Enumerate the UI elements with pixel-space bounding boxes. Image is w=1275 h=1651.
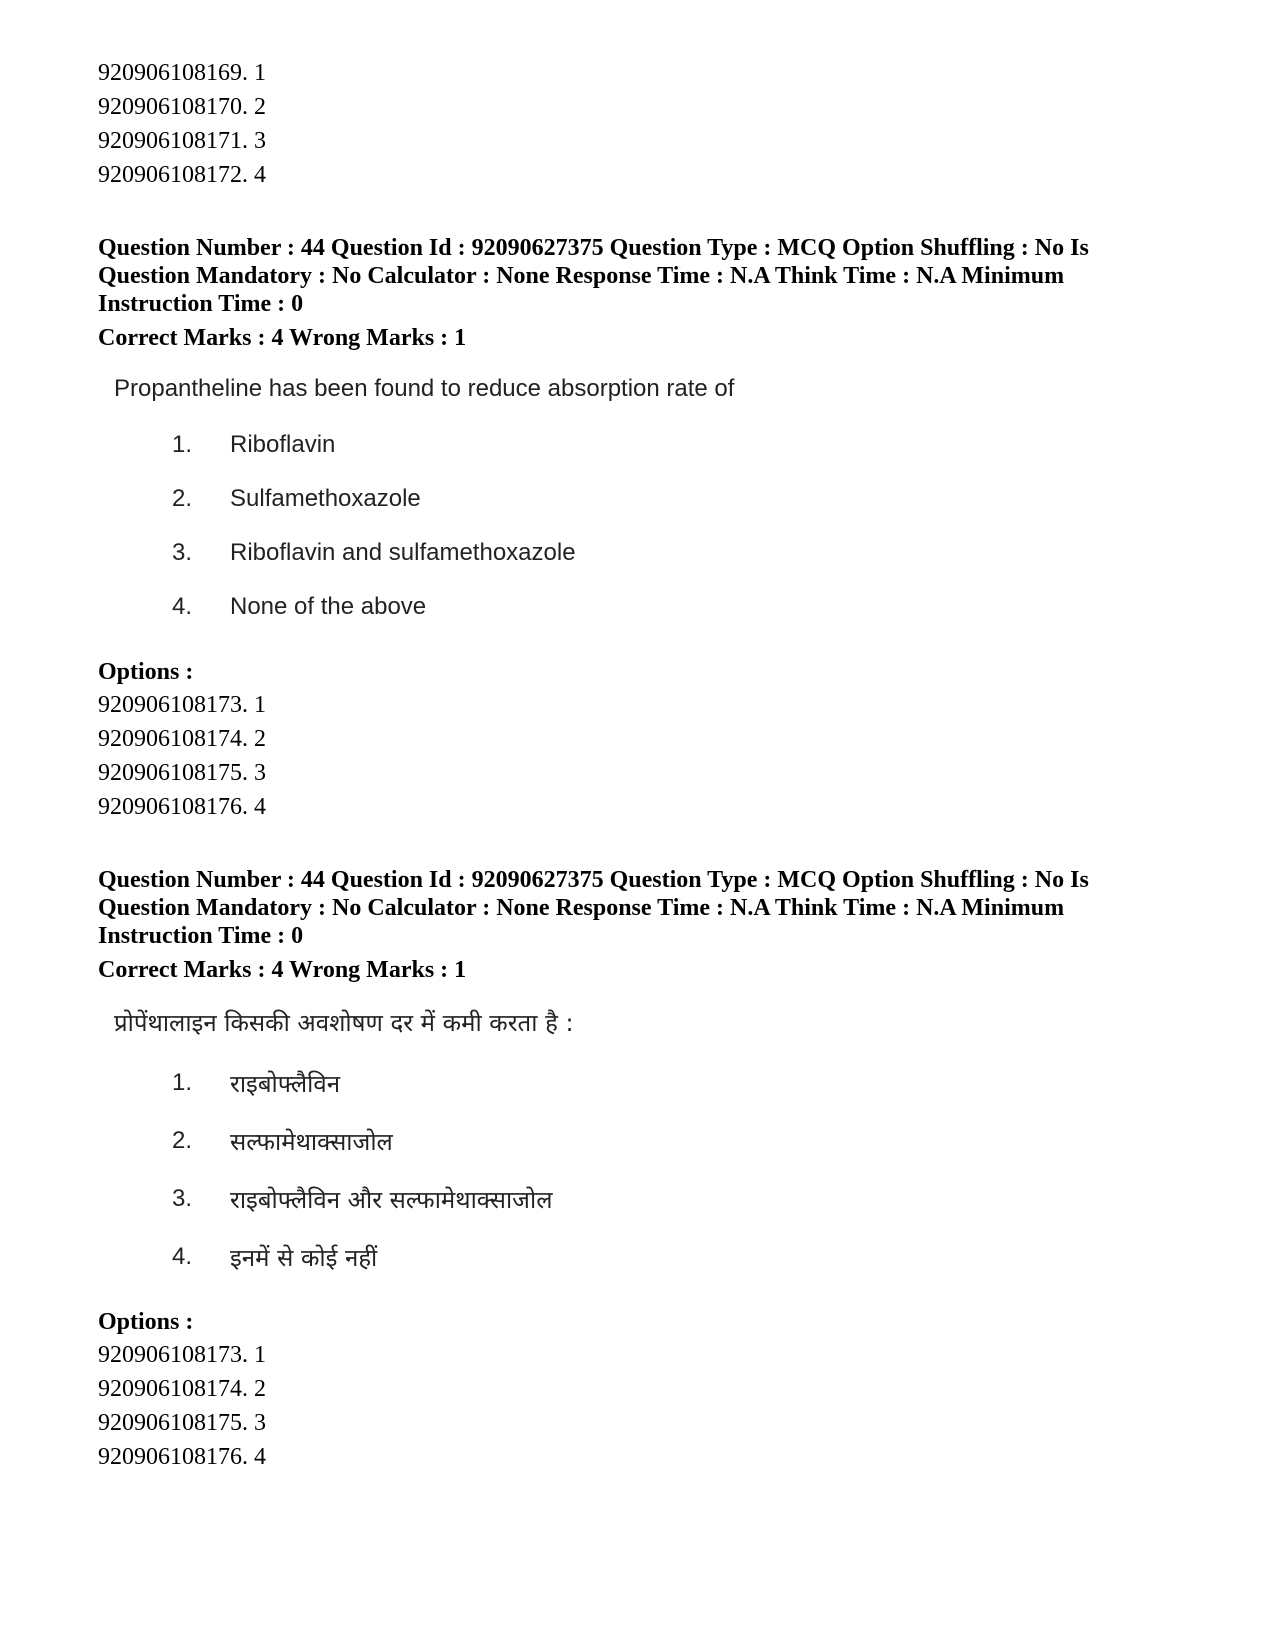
question-block-english <box>98 234 1178 824</box>
marks-line: Correct Marks : 4 Wrong Marks : 1 <box>98 325 467 351</box>
choice-number: 2. <box>172 1127 193 1154</box>
choice-number: 1. <box>172 431 193 458</box>
option-line: 920906108174. 2 <box>98 726 266 752</box>
option-line: 920906108174. 2 <box>98 1376 266 1402</box>
previous-options-list <box>98 56 1178 192</box>
choice-item <box>172 580 1178 634</box>
option-line: 920906108175. 3 <box>98 1410 266 1436</box>
option-line: 920906108176. 4 <box>98 1444 266 1470</box>
choice-item <box>172 1170 1178 1228</box>
choice-number: 4. <box>172 593 193 620</box>
choice-item <box>172 526 1178 580</box>
option-line: 920906108173. 1 <box>98 1342 266 1368</box>
choice-item <box>172 418 1178 472</box>
choice-list <box>172 418 1178 634</box>
choice-item <box>172 1228 1178 1286</box>
choice-item <box>172 472 1178 526</box>
choice-label: None of the above <box>230 593 427 620</box>
choice-number: 3. <box>172 539 193 566</box>
choice-label: Riboflavin <box>230 431 336 458</box>
choice-number: 2. <box>172 485 193 512</box>
choice-number: 3. <box>172 1185 193 1212</box>
options-heading: Options : <box>98 1309 194 1335</box>
option-line: 920906108175. 3 <box>98 760 266 786</box>
choice-label: सल्फामेथाक्साजोल <box>230 1127 393 1156</box>
question-meta-line: Question Mandatory : No Calculator : None Response Time : N.A Think Time : N.A Minimum <box>98 895 1065 921</box>
options-list <box>98 1338 1178 1474</box>
question-text: Propantheline has been found to reduce absorption rate of <box>114 375 735 402</box>
choice-number: 4. <box>172 1243 193 1270</box>
question-meta-line: Instruction Time : 0 <box>98 923 304 949</box>
choice-list <box>172 1054 1178 1286</box>
option-line: 920906108176. 4 <box>98 794 266 820</box>
question-body <box>98 1006 1178 1286</box>
question-meta-line: Question Number : 44 Question Id : 92090627375 Question Type : MCQ Option Shuffling : No Is <box>98 867 1089 893</box>
marks-line: Correct Marks : 4 Wrong Marks : 1 <box>98 957 467 983</box>
option-line: 920906108173. 1 <box>98 692 266 718</box>
question-meta-line: Question Number : 44 Question Id : 92090627375 Question Type : MCQ Option Shuffling : No Is <box>98 235 1089 261</box>
question-body <box>98 372 1178 634</box>
question-text: प्रोपेंथालाइन किसकी अवशोषण दर में कमी करता है : <box>114 1009 574 1037</box>
question-block-hindi <box>98 866 1178 1474</box>
choice-label: राइबोफ्लैविन और सल्फामेथाक्साजोल <box>230 1185 553 1214</box>
options-heading: Options : <box>98 659 194 685</box>
question-meta-line: Question Mandatory : No Calculator : None Response Time : N.A Think Time : N.A Minimum <box>98 263 1065 289</box>
choice-label: इनमें से कोई नहीं <box>230 1243 378 1272</box>
choice-label: Sulfamethoxazole <box>230 485 421 512</box>
choice-label: राइबोफ्लैविन <box>230 1069 341 1098</box>
choice-item <box>172 1112 1178 1170</box>
option-line: 920906108171. 3 <box>98 128 266 154</box>
option-line: 920906108172. 4 <box>98 162 266 188</box>
option-line: 920906108169. 1 <box>98 60 266 86</box>
option-line: 920906108170. 2 <box>98 94 266 120</box>
options-list <box>98 688 1178 824</box>
document-page <box>98 56 1178 1474</box>
choice-number: 1. <box>172 1069 193 1096</box>
choice-item <box>172 1054 1178 1112</box>
question-meta-line: Instruction Time : 0 <box>98 291 304 317</box>
choice-label: Riboflavin and sulfamethoxazole <box>230 539 576 566</box>
